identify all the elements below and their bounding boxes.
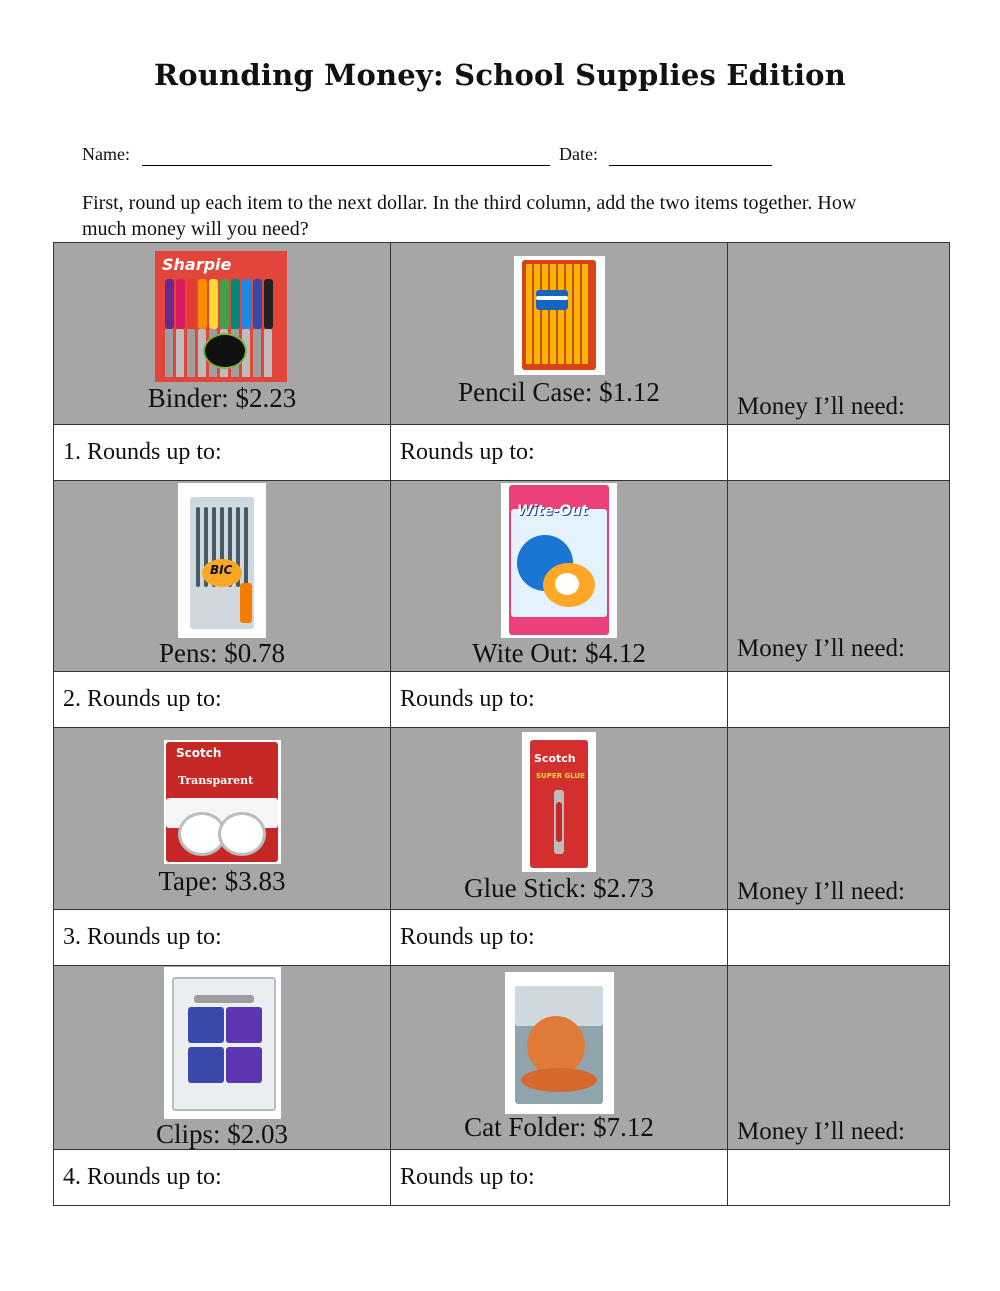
date-field[interactable] <box>609 165 772 166</box>
page-title: Rounding Money: School Supplies Edition <box>153 58 846 92</box>
super-glue-image <box>522 732 596 872</box>
money-needed-label: Money I’ll need: <box>737 878 906 905</box>
item-row <box>54 243 950 425</box>
item-cell <box>54 966 391 1150</box>
item-cell <box>391 966 728 1150</box>
item-cell <box>54 728 391 910</box>
money-needed-label: Money I’ll need: <box>737 393 906 420</box>
bic-pens-image <box>178 483 266 638</box>
wite-out-logo: Wite-Out <box>517 503 588 519</box>
item-cell <box>391 481 728 672</box>
pencil-pack-image <box>514 256 605 375</box>
money-needed-label: Money I’ll need: <box>737 635 906 662</box>
scotch-logo: Scotch <box>176 746 222 760</box>
wite-out-image <box>501 483 617 638</box>
money-needed-field[interactable] <box>728 425 950 481</box>
item-price-label: Glue Stick: $2.73 <box>464 873 654 903</box>
total-cell <box>728 966 950 1150</box>
money-needed-field[interactable] <box>728 672 950 728</box>
cat-folder-image <box>505 972 614 1114</box>
scotch-glue-logo: Scotch <box>534 752 576 765</box>
name-field[interactable] <box>142 165 550 166</box>
transparent-label: Transparent <box>178 774 254 787</box>
item-price-label: Wite Out: $4.12 <box>472 638 646 668</box>
answer-row <box>54 1150 950 1206</box>
item-cell <box>54 481 391 672</box>
item-price-label: Clips: $2.03 <box>155 1119 289 1149</box>
money-needed-field[interactable] <box>728 910 950 966</box>
total-cell <box>728 728 950 910</box>
name-label: Name: <box>82 144 130 164</box>
money-needed-field[interactable] <box>728 1150 950 1206</box>
money-needed-label: Money I’ll need: <box>737 1118 906 1145</box>
total-cell <box>728 243 950 425</box>
rounds-up-field[interactable]: 1. Rounds up to: <box>54 425 391 481</box>
super-glue-label: SUPER GLUE <box>536 772 585 780</box>
item-cell <box>391 243 728 425</box>
sharpie-markers-image <box>155 251 287 382</box>
item-price-label: Pencil Case: $1.12 <box>458 377 660 407</box>
sharpie-logo: Sharpie <box>162 255 232 274</box>
rounds-up-field[interactable]: Rounds up to: <box>391 672 728 728</box>
instructions: First, round up each item to the next dollar. In the third column, add the two items together. How much money will you need? <box>82 192 857 240</box>
binder-clips-image <box>164 967 281 1119</box>
scotch-tape-image <box>164 740 281 864</box>
item-row <box>54 481 950 672</box>
item-price-label: Pens: $0.78 <box>158 638 285 668</box>
answer-row <box>54 910 950 966</box>
rounds-up-field[interactable]: 3. Rounds up to: <box>54 910 391 966</box>
rounds-up-field[interactable]: Rounds up to: <box>391 1150 728 1206</box>
answer-row <box>54 425 950 481</box>
rounds-up-field[interactable]: Rounds up to: <box>391 910 728 966</box>
item-price-label: Binder: $2.23 <box>147 383 297 413</box>
rounds-up-field[interactable]: Rounds up to: <box>391 425 728 481</box>
total-cell <box>728 481 950 672</box>
date-label: Date: <box>559 144 598 164</box>
item-price-label: Tape: $3.83 <box>158 866 286 896</box>
item-row <box>54 966 950 1150</box>
rounds-up-field[interactable]: 4. Rounds up to: <box>54 1150 391 1206</box>
item-cell <box>391 728 728 910</box>
answer-row <box>54 672 950 728</box>
item-price-label: Cat Folder: $7.12 <box>464 1112 654 1142</box>
rounds-up-field[interactable]: 2. Rounds up to: <box>54 672 391 728</box>
worksheet-table <box>53 242 950 1206</box>
item-cell <box>54 243 391 425</box>
item-row <box>54 728 950 910</box>
bic-logo: BIC <box>210 563 233 577</box>
